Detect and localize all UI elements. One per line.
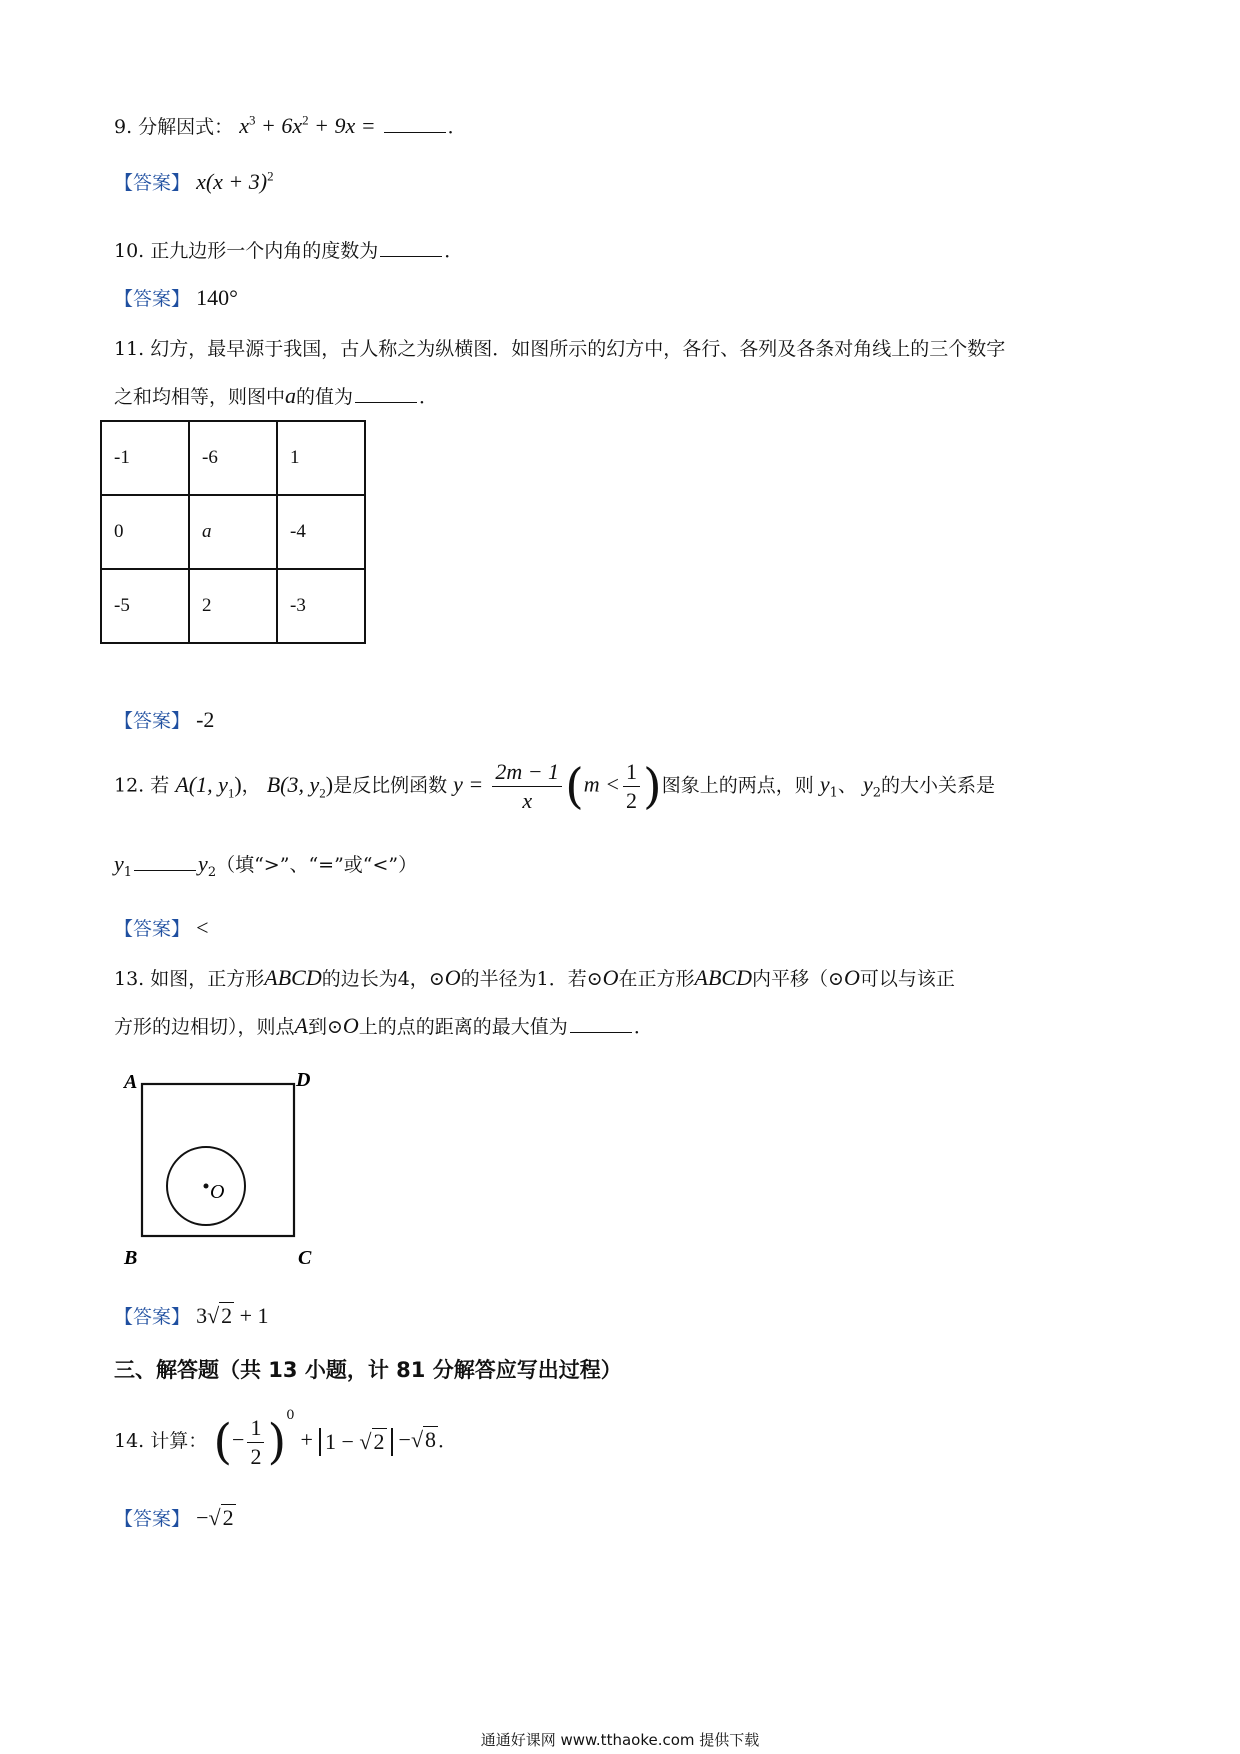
q11-line2: 之和均相等，则图中a的值为 ． xyxy=(114,383,439,408)
magic-cell: 0 xyxy=(101,495,189,569)
q10-answer: 【答案】 140° xyxy=(114,285,238,310)
square-abcd xyxy=(142,1084,294,1236)
q9-line: 9. 分解因式： $x^3 + 6x^2 + 9x$ = ． xyxy=(114,112,467,138)
footer-credit: 通通好课网 www.tthaoke.com 提供下载 xyxy=(480,1731,760,1749)
answer-blank[interactable] xyxy=(384,131,446,133)
magic-cell: 2 xyxy=(189,569,277,643)
answer-blank[interactable] xyxy=(355,401,417,403)
label-b: B xyxy=(124,1247,138,1269)
center-point xyxy=(204,1184,209,1189)
magic-cell: -6 xyxy=(189,421,277,495)
answer-blank[interactable] xyxy=(570,1031,632,1033)
square-circle-figure xyxy=(118,1068,338,1278)
q13-line1: 13. 如图，正方形ABCD的边长为4，⊙O的半径为1．若⊙O在正方形ABCD内平移（⊙O可以与该正 xyxy=(114,965,955,990)
label-d: D xyxy=(296,1069,311,1091)
answer-blank[interactable] xyxy=(134,869,196,871)
q13-answer: 【答案】 3√2 + 1 xyxy=(114,1303,269,1328)
label-c: C xyxy=(298,1247,312,1269)
magic-cell: 1 xyxy=(277,421,365,495)
magic-cell: -4 xyxy=(277,495,365,569)
q11-answer: 【答案】 -2 xyxy=(114,707,215,732)
q9-expression: $x^3 + 6x^2 + 9x$ = xyxy=(239,112,376,138)
label-a: A xyxy=(124,1071,138,1093)
q12-line1: 12. 若 A(1, $y_1$)， B(3, $y_2$)是反比例函数 y = $\frac{2m - 1}{x}$ (m < $\frac{1}{2}$ )图象上的两点，则 $y_1$、 $y_2$的大小关系是 xyxy=(114,758,995,815)
q12-line2: $y_1$ $y_2$（填“>”、“=”或“<”） xyxy=(114,851,418,880)
q12-answer: 【答案】 < xyxy=(114,915,209,940)
magic-cell: -1 xyxy=(101,421,189,495)
magic-cell: -5 xyxy=(101,569,189,643)
q14-answer: 【答案】 −√2 xyxy=(114,1505,234,1530)
q14-line: 14. 计算： (− $\frac{1}{2}$ )$^0$ + 1 − √2 −√8 ． xyxy=(114,1408,458,1470)
answer-blank[interactable] xyxy=(380,255,442,257)
q13-line2: 方形的边相切），则点A到⊙O上的点的距离的最大值为 ． xyxy=(114,1013,653,1038)
magic-cell: -3 xyxy=(277,569,365,643)
label-o: O xyxy=(210,1181,225,1203)
magic-square xyxy=(100,420,366,644)
q11-line1: 11. 幻方，最早源于我国，古人称之为纵横图．如图所示的幻方中，各行、各列及各条对角线上的三个数字 xyxy=(114,338,1006,360)
q10-line: 10. 正九边形一个内角的度数为 ． xyxy=(114,240,464,262)
q9-answer: 【答案】 $x(x + 3)^2$ xyxy=(114,168,274,194)
section-heading: 三、解答题（共 13 小题，计 81 分解答应写出过程） xyxy=(114,1358,622,1382)
magic-cell: a xyxy=(189,495,277,569)
